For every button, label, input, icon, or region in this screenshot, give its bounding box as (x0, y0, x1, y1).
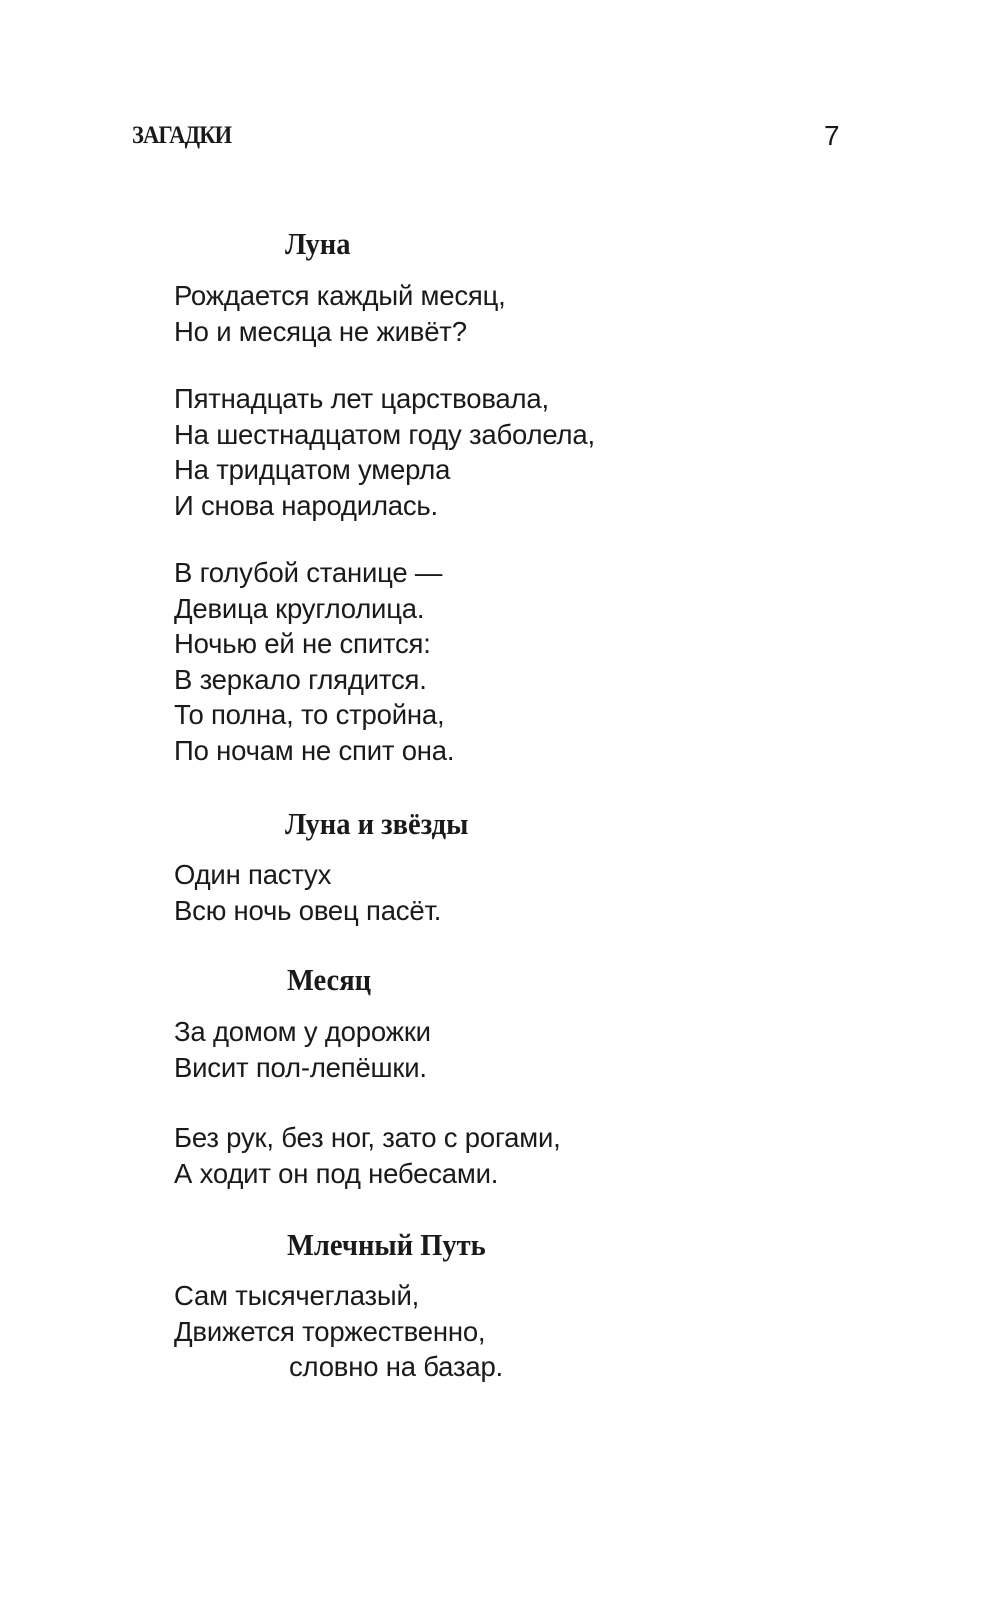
verse-line: Один пастух (174, 859, 332, 890)
verse-line: И снова народилась. (174, 489, 439, 521)
stanza (174, 1278, 503, 1385)
verse-line: Рождается каждый месяц, (174, 280, 506, 311)
verse-line: Без рук, без ног, зато с рогами, (174, 1122, 561, 1153)
verse-line: словно на базар. (289, 1351, 503, 1382)
verse-line: На тридцатом умерла (174, 454, 451, 485)
verse-line: А ходит он под небесами. (174, 1157, 499, 1189)
verse-line: Ночью ей не спится: (174, 628, 431, 659)
running-header-title: ЗАГАДКИ (132, 122, 232, 149)
stanza (174, 1120, 561, 1191)
verse-line: Всю ночь овец пасёт. (174, 894, 442, 926)
verse-line: За домом у дорожки (174, 1016, 431, 1047)
verse-line: Висит пол-лепёшки. (174, 1051, 427, 1083)
stanza (174, 381, 595, 523)
section-title-crescent: Месяц (287, 962, 372, 997)
stanza (174, 1014, 431, 1085)
verse-line: Движется торжественно, (174, 1315, 486, 1347)
verse-line: По ночам не спит она. (174, 734, 455, 766)
verse-line: В голубой станице — (174, 557, 443, 588)
section-title-moon-and-stars: Луна и звёзды (285, 806, 469, 841)
stanza (174, 278, 506, 349)
stanza (174, 857, 441, 928)
section-title-moon: Луна (285, 226, 351, 261)
stanza (174, 555, 454, 768)
verse-line: На шестнадцатом году заболела, (174, 418, 595, 450)
section-title-milky-way: Млечный Путь (287, 1227, 486, 1262)
verse-line: Пятнадцать лет царствовала, (174, 383, 549, 414)
verse-line: То полна, то стройна, (174, 699, 445, 730)
verse-line: В зеркало глядится. (174, 663, 427, 695)
verse-line: Девица круглолица. (174, 592, 425, 624)
verse-line: Сам тысячеглазый, (174, 1280, 420, 1311)
verse-line: Но и месяца не живёт? (174, 315, 467, 347)
page-number: 7 (824, 120, 840, 151)
